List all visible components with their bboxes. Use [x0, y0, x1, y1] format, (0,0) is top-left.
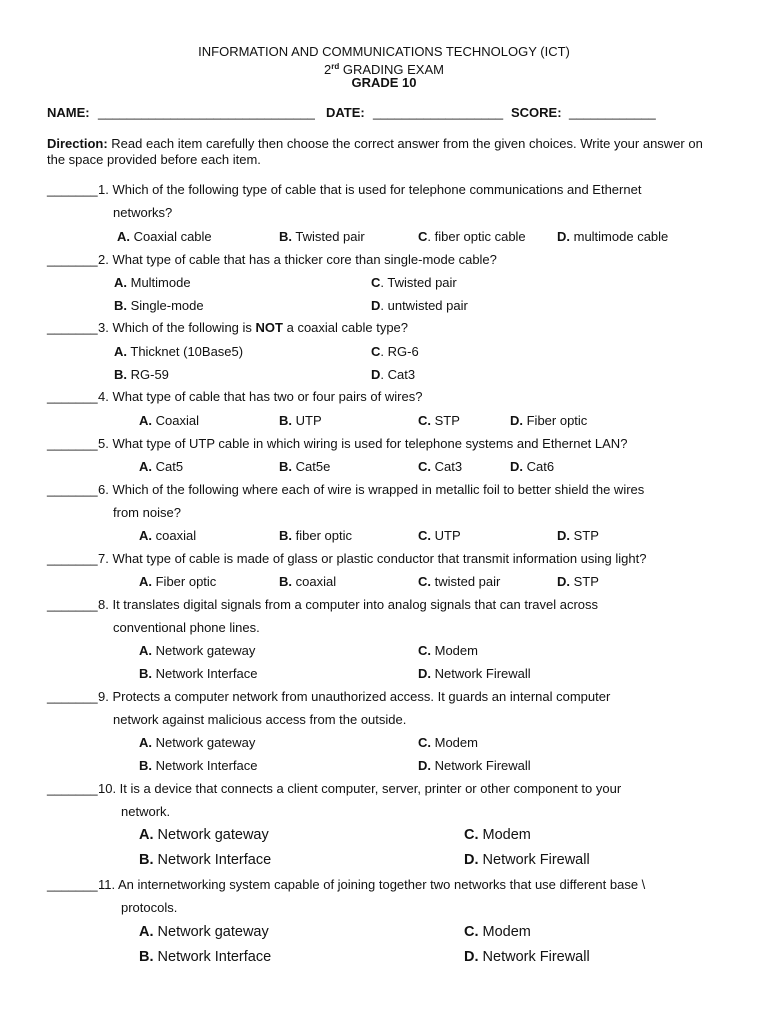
option-text: UTP	[431, 528, 461, 543]
question-10-text: 10. It is a device that connects a client computer, server, printer or other component to your	[98, 781, 622, 796]
option-text: UTP	[292, 413, 322, 428]
option-letter: D.	[464, 852, 479, 868]
question-7-option-d[interactable]	[557, 574, 599, 590]
option-letter: A.	[139, 827, 154, 843]
question-11-text: 11. An internetworking system capable of joining together two networks that use different base \	[98, 877, 646, 892]
option-letter: C.	[464, 924, 479, 940]
question-4-option-b[interactable]	[279, 413, 322, 429]
answer-blank[interactable]: _______	[47, 436, 98, 451]
option-letter: D.	[418, 758, 431, 773]
question-2-option-b[interactable]	[114, 298, 204, 314]
answer-blank[interactable]: _______	[47, 597, 98, 612]
question-6-text-cont: from noise?	[113, 505, 181, 520]
option-text: Fiber optic	[523, 413, 588, 428]
option-text: Network Firewall	[431, 666, 531, 681]
question-10-option-a[interactable]	[139, 827, 269, 843]
option-letter: B.	[279, 229, 292, 244]
option-text: . untwisted pair	[380, 298, 468, 313]
option-text: coaxial	[292, 574, 337, 589]
question-1-text-cont: networks?	[113, 205, 173, 220]
question-10-option-c[interactable]	[464, 827, 531, 843]
question-5-option-c[interactable]	[418, 459, 462, 475]
question-1-option-a[interactable]	[117, 229, 212, 245]
option-text: Cat3	[431, 459, 463, 474]
option-text: . RG-6	[380, 344, 419, 359]
answer-blank[interactable]: _______	[47, 182, 98, 197]
question-2-option-d[interactable]	[371, 298, 468, 314]
question-7-option-c[interactable]	[418, 574, 500, 590]
option-letter: C	[418, 229, 428, 244]
option-text: Cat5	[152, 459, 184, 474]
question-5-option-b[interactable]	[279, 459, 330, 475]
date-label: DATE:	[326, 105, 365, 120]
option-text: STP	[570, 528, 599, 543]
option-letter: D.	[557, 229, 570, 244]
grading-label: GRADING EXAM	[339, 62, 444, 77]
option-text: Modem	[431, 735, 478, 750]
option-letter: C.	[418, 413, 431, 428]
grading-ordinal: rd	[331, 62, 340, 71]
option-letter: C	[371, 275, 381, 290]
question-6-option-a[interactable]	[139, 528, 196, 544]
question-4-text: 4. What type of cable that has two or four pairs of wires?	[98, 389, 423, 404]
answer-blank[interactable]: _______	[47, 320, 98, 335]
question-9-text-cont: network against malicious access from the outside.	[113, 712, 407, 727]
option-text: Network gateway	[152, 643, 256, 658]
option-letter: C.	[418, 574, 431, 589]
question-1-option-c[interactable]	[418, 229, 526, 245]
option-text: . fiber optic cable	[427, 229, 526, 244]
question-8-option-b[interactable]	[139, 666, 258, 682]
answer-blank[interactable]: _______	[47, 781, 98, 796]
option-text: Network gateway	[153, 827, 269, 843]
option-letter: B.	[139, 758, 152, 773]
answer-blank[interactable]: _______	[47, 389, 98, 404]
question-9-option-c[interactable]	[418, 735, 478, 751]
score-label: SCORE:	[511, 105, 562, 120]
option-text: fiber optic	[292, 528, 352, 543]
option-text: Network Firewall	[431, 758, 531, 773]
option-letter: C.	[418, 528, 431, 543]
grade-level: GRADE 10	[351, 75, 417, 90]
answer-blank[interactable]: _______	[47, 551, 98, 566]
option-text: Cat6	[523, 459, 555, 474]
direction-paragraph	[47, 136, 707, 168]
question-11-text-cont: protocols.	[121, 900, 178, 915]
question-7-text: 7. What type of cable is made of glass or plastic conductor that transmit information using light?	[98, 551, 647, 566]
option-letter: A.	[114, 275, 127, 290]
option-text: Cat5e	[292, 459, 331, 474]
question-4-option-c[interactable]	[418, 413, 460, 429]
question-6-option-d[interactable]	[557, 528, 599, 544]
question-1-option-d[interactable]	[557, 229, 668, 245]
option-letter: B.	[139, 852, 154, 868]
option-letter: A.	[117, 229, 130, 244]
question-5-option-d[interactable]	[510, 459, 554, 475]
direction-label: Direction:	[47, 136, 108, 151]
option-letter: D.	[464, 949, 479, 965]
option-letter: C	[371, 344, 381, 359]
option-letter: B.	[279, 528, 292, 543]
option-text: Coaxial cable	[130, 229, 212, 244]
question-5-text: 5. What type of UTP cable in which wiring is used for telephone systems and Ethernet LAN?	[98, 436, 628, 451]
answer-blank[interactable]: _______	[47, 482, 98, 497]
question-8-option-a[interactable]	[139, 643, 255, 659]
option-letter: B.	[139, 949, 154, 965]
option-letter: B.	[139, 666, 152, 681]
question-10-option-d[interactable]	[464, 852, 590, 868]
option-text: Network Interface	[152, 758, 258, 773]
option-letter: A.	[139, 459, 152, 474]
option-letter: A.	[139, 574, 152, 589]
option-letter: A.	[139, 924, 154, 940]
name-label: NAME:	[47, 105, 90, 120]
question-8-option-d[interactable]	[418, 666, 531, 682]
option-text: Multimode	[127, 275, 191, 290]
question-9-option-b[interactable]	[139, 758, 258, 774]
question-2-text: 2. What type of cable that has a thicker core than single-mode cable?	[98, 252, 497, 267]
option-text: Twisted pair	[292, 229, 365, 244]
option-letter: A.	[139, 413, 152, 428]
option-text: Network Firewall	[478, 852, 590, 868]
question-7-option-b[interactable]	[279, 574, 336, 590]
question-4-option-a[interactable]	[139, 413, 199, 429]
option-text: Network Interface	[153, 949, 272, 965]
question-11-option-a[interactable]	[139, 924, 269, 940]
question-2-option-a[interactable]	[114, 275, 191, 291]
direction-text: Read each item carefully then choose the correct answer from the given choices. Write your answer on the space provided before each item.	[47, 136, 703, 167]
question-3-text	[98, 320, 408, 336]
name-field[interactable]: ______________________________	[98, 105, 315, 120]
option-letter: D.	[510, 413, 523, 428]
option-text: coaxial	[152, 528, 197, 543]
option-text: Network gateway	[152, 735, 256, 750]
option-letter: C.	[418, 735, 431, 750]
option-text: Single-mode	[127, 298, 204, 313]
option-letter: D	[371, 367, 381, 382]
question-11-option-d[interactable]	[464, 949, 590, 965]
option-text: . Cat3	[380, 367, 416, 382]
option-text: Fiber optic	[152, 574, 217, 589]
option-letter: B.	[114, 367, 127, 382]
option-text: Network Interface	[152, 666, 258, 681]
option-text: . Twisted pair	[380, 275, 457, 290]
question-9-text: 9. Protects a computer network from unauthorized access. It guards an internal computer	[98, 689, 611, 704]
option-letter: B.	[279, 459, 292, 474]
answer-blank[interactable]: _______	[47, 252, 98, 267]
question-8-text: 8. It translates digital signals from a computer into analog signals that can travel across	[98, 597, 599, 612]
question-5-option-a[interactable]	[139, 459, 183, 475]
option-text: Network gateway	[153, 924, 269, 940]
question-1-text: 1. Which of the following type of cable that is used for telephone communications and Ethernet	[98, 182, 642, 197]
option-text: Modem	[431, 643, 478, 658]
question-9-option-d[interactable]	[418, 758, 531, 774]
option-letter: B.	[279, 574, 292, 589]
option-text: Modem	[478, 827, 531, 843]
option-text: STP	[570, 574, 599, 589]
option-letter: D.	[557, 574, 570, 589]
option-letter: D.	[510, 459, 523, 474]
question-6-option-b[interactable]	[279, 528, 352, 544]
option-text: Modem	[478, 924, 531, 940]
option-text: STP	[431, 413, 460, 428]
question-11-option-b[interactable]	[139, 949, 271, 965]
grading-number: 2	[324, 62, 332, 77]
score-field[interactable]: ____________	[569, 105, 656, 120]
exam-title: INFORMATION AND COMMUNICATIONS TECHNOLOGY (ICT)	[198, 44, 570, 59]
question-3-text-c: a coaxial cable type?	[282, 320, 409, 335]
question-3-emphasis: NOT	[255, 320, 283, 335]
question-11-option-c[interactable]	[464, 924, 531, 940]
question-8-text-cont: conventional phone lines.	[113, 620, 260, 635]
date-field[interactable]: __________________	[373, 105, 504, 120]
question-1-option-b[interactable]	[279, 229, 365, 245]
question-9-option-a[interactable]	[139, 735, 255, 751]
question-2-option-c[interactable]	[371, 275, 457, 291]
option-text: Network Interface	[153, 852, 272, 868]
answer-blank[interactable]: _______	[47, 689, 98, 704]
question-10-option-b[interactable]	[139, 852, 271, 868]
question-3-option-d[interactable]	[371, 367, 415, 383]
option-letter: D.	[418, 666, 431, 681]
question-6-text: 6. Which of the following where each of wire is wrapped in metallic foil to better shield the wires	[98, 482, 645, 497]
question-3-option-b[interactable]	[114, 367, 169, 383]
question-3-option-a[interactable]	[114, 344, 243, 360]
option-text: Coaxial	[152, 413, 199, 428]
answer-blank[interactable]: _______	[47, 877, 98, 892]
option-text: Network Firewall	[478, 949, 590, 965]
question-6-option-c[interactable]	[418, 528, 461, 544]
option-letter: A.	[114, 344, 127, 359]
option-letter: A.	[139, 528, 152, 543]
question-3-text-a: 3. Which of the following is	[98, 320, 256, 335]
option-letter: C.	[464, 827, 479, 843]
option-letter: D.	[557, 528, 570, 543]
question-3-option-c[interactable]	[371, 344, 419, 360]
option-letter: A.	[139, 735, 152, 750]
option-text: twisted pair	[431, 574, 501, 589]
option-letter: C.	[418, 459, 431, 474]
question-8-option-c[interactable]	[418, 643, 478, 659]
option-text: Thicknet (10Base5)	[127, 344, 244, 359]
option-letter: B.	[114, 298, 127, 313]
option-letter: C.	[418, 643, 431, 658]
option-text: multimode cable	[570, 229, 669, 244]
option-text: RG-59	[127, 367, 169, 382]
question-7-option-a[interactable]	[139, 574, 216, 590]
question-10-text-cont: network.	[121, 804, 171, 819]
question-4-option-d[interactable]	[510, 413, 587, 429]
option-letter: A.	[139, 643, 152, 658]
option-letter: B.	[279, 413, 292, 428]
option-letter: D	[371, 298, 381, 313]
